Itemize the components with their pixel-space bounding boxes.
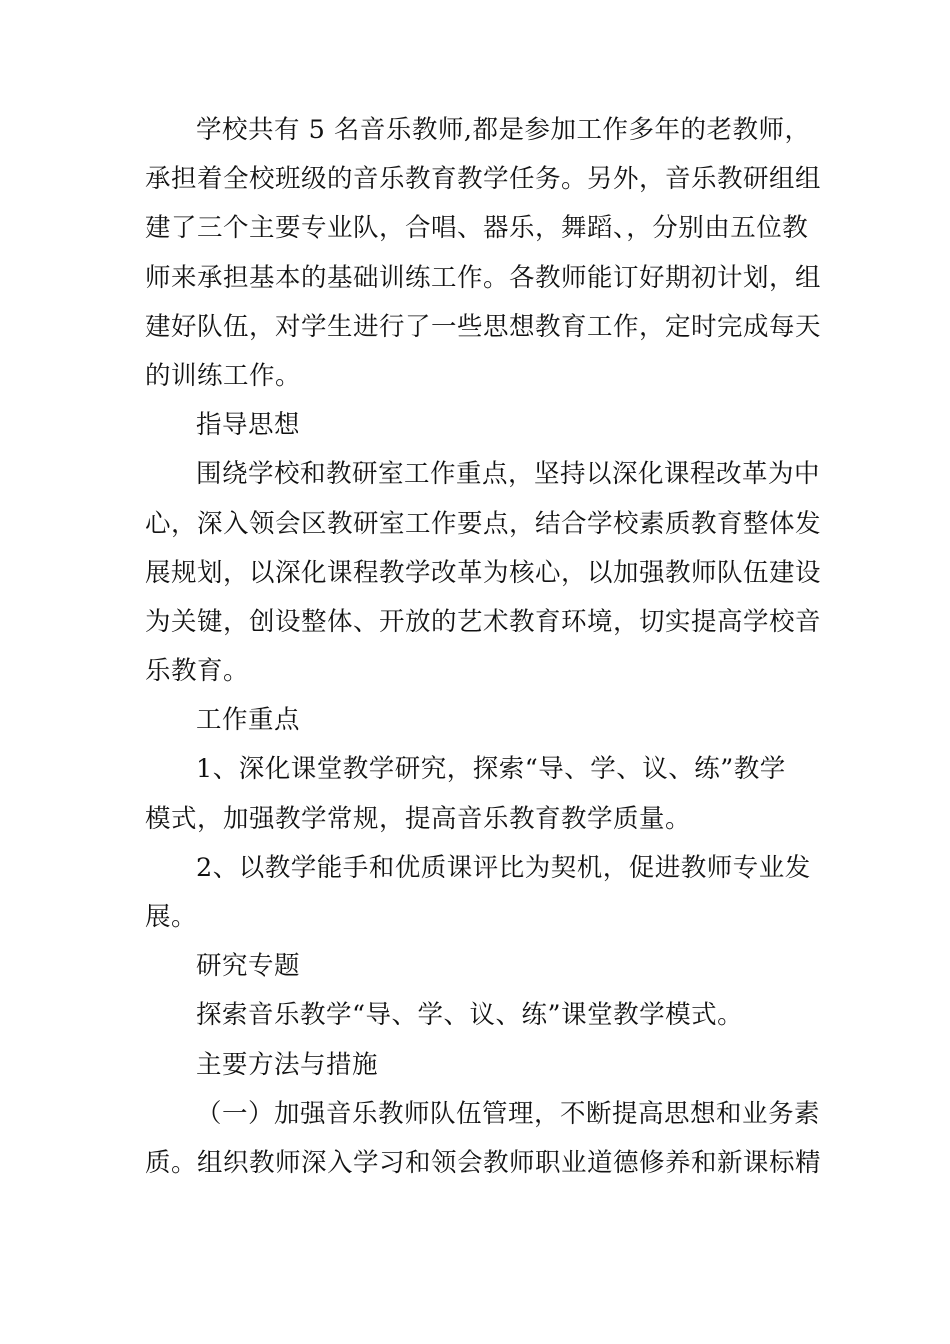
section-heading: 研究专题 xyxy=(196,951,301,982)
paragraph-line: 建了三个主要专业队，合唱、器乐，舞蹈、，分别由五位教 xyxy=(145,213,809,244)
section-heading: 工作重点 xyxy=(196,705,301,736)
paragraph-line: 展规划，以深化课程教学改革为核心，以加强教师队伍建设 xyxy=(145,557,822,588)
section-heading: 指导思想 xyxy=(196,410,301,441)
paragraph-line: 质。组织教师深入学习和领会教师职业道德修养和新课标精 xyxy=(145,1147,822,1178)
document-body xyxy=(145,106,825,1188)
paragraph-line: 为关键，创设整体、开放的艺术教育环境，切实提高学校音 xyxy=(145,606,822,637)
paragraph-line: 建好队伍，对学生进行了一些思想教育工作，定时完成每天 xyxy=(145,311,822,342)
paragraph-line: 探索音乐教学“导、学、议、练”课堂教学模式。 xyxy=(196,1000,744,1031)
paragraph-line: 模式，加强教学常规，提高音乐教育教学质量。 xyxy=(145,803,692,834)
paragraph-line: 乐教育。 xyxy=(145,656,250,687)
paragraph-line: 1、深化课堂教学研究，探索“导、学、议、练”教学 xyxy=(196,754,786,785)
paragraph-line: 围绕学校和教研室工作重点，坚持以深化课程改革为中 xyxy=(196,459,821,490)
paragraph-line: 的训练工作。 xyxy=(145,360,302,391)
paragraph-line: （一）加强音乐教师队伍管理，不断提高思想和业务素 xyxy=(196,1098,821,1129)
paragraph-line: 心，深入领会区教研室工作要点，结合学校素质教育整体发 xyxy=(145,508,822,539)
section-heading: 主要方法与措施 xyxy=(196,1049,379,1080)
paragraph-line: 承担着全校班级的音乐教育教学任务。另外，音乐教研组组 xyxy=(145,164,822,195)
paragraph-line: 展。 xyxy=(145,902,198,932)
paragraph-line: 师来承担基本的基础训练工作。各教师能订好期初计划，组 xyxy=(145,262,822,293)
paragraph-line: 学校共有 5 名音乐教师,都是参加工作多年的老教师， xyxy=(196,115,811,145)
paragraph-line: 2、以教学能手和优质课评比为契机，促进教师专业发 xyxy=(196,852,811,883)
